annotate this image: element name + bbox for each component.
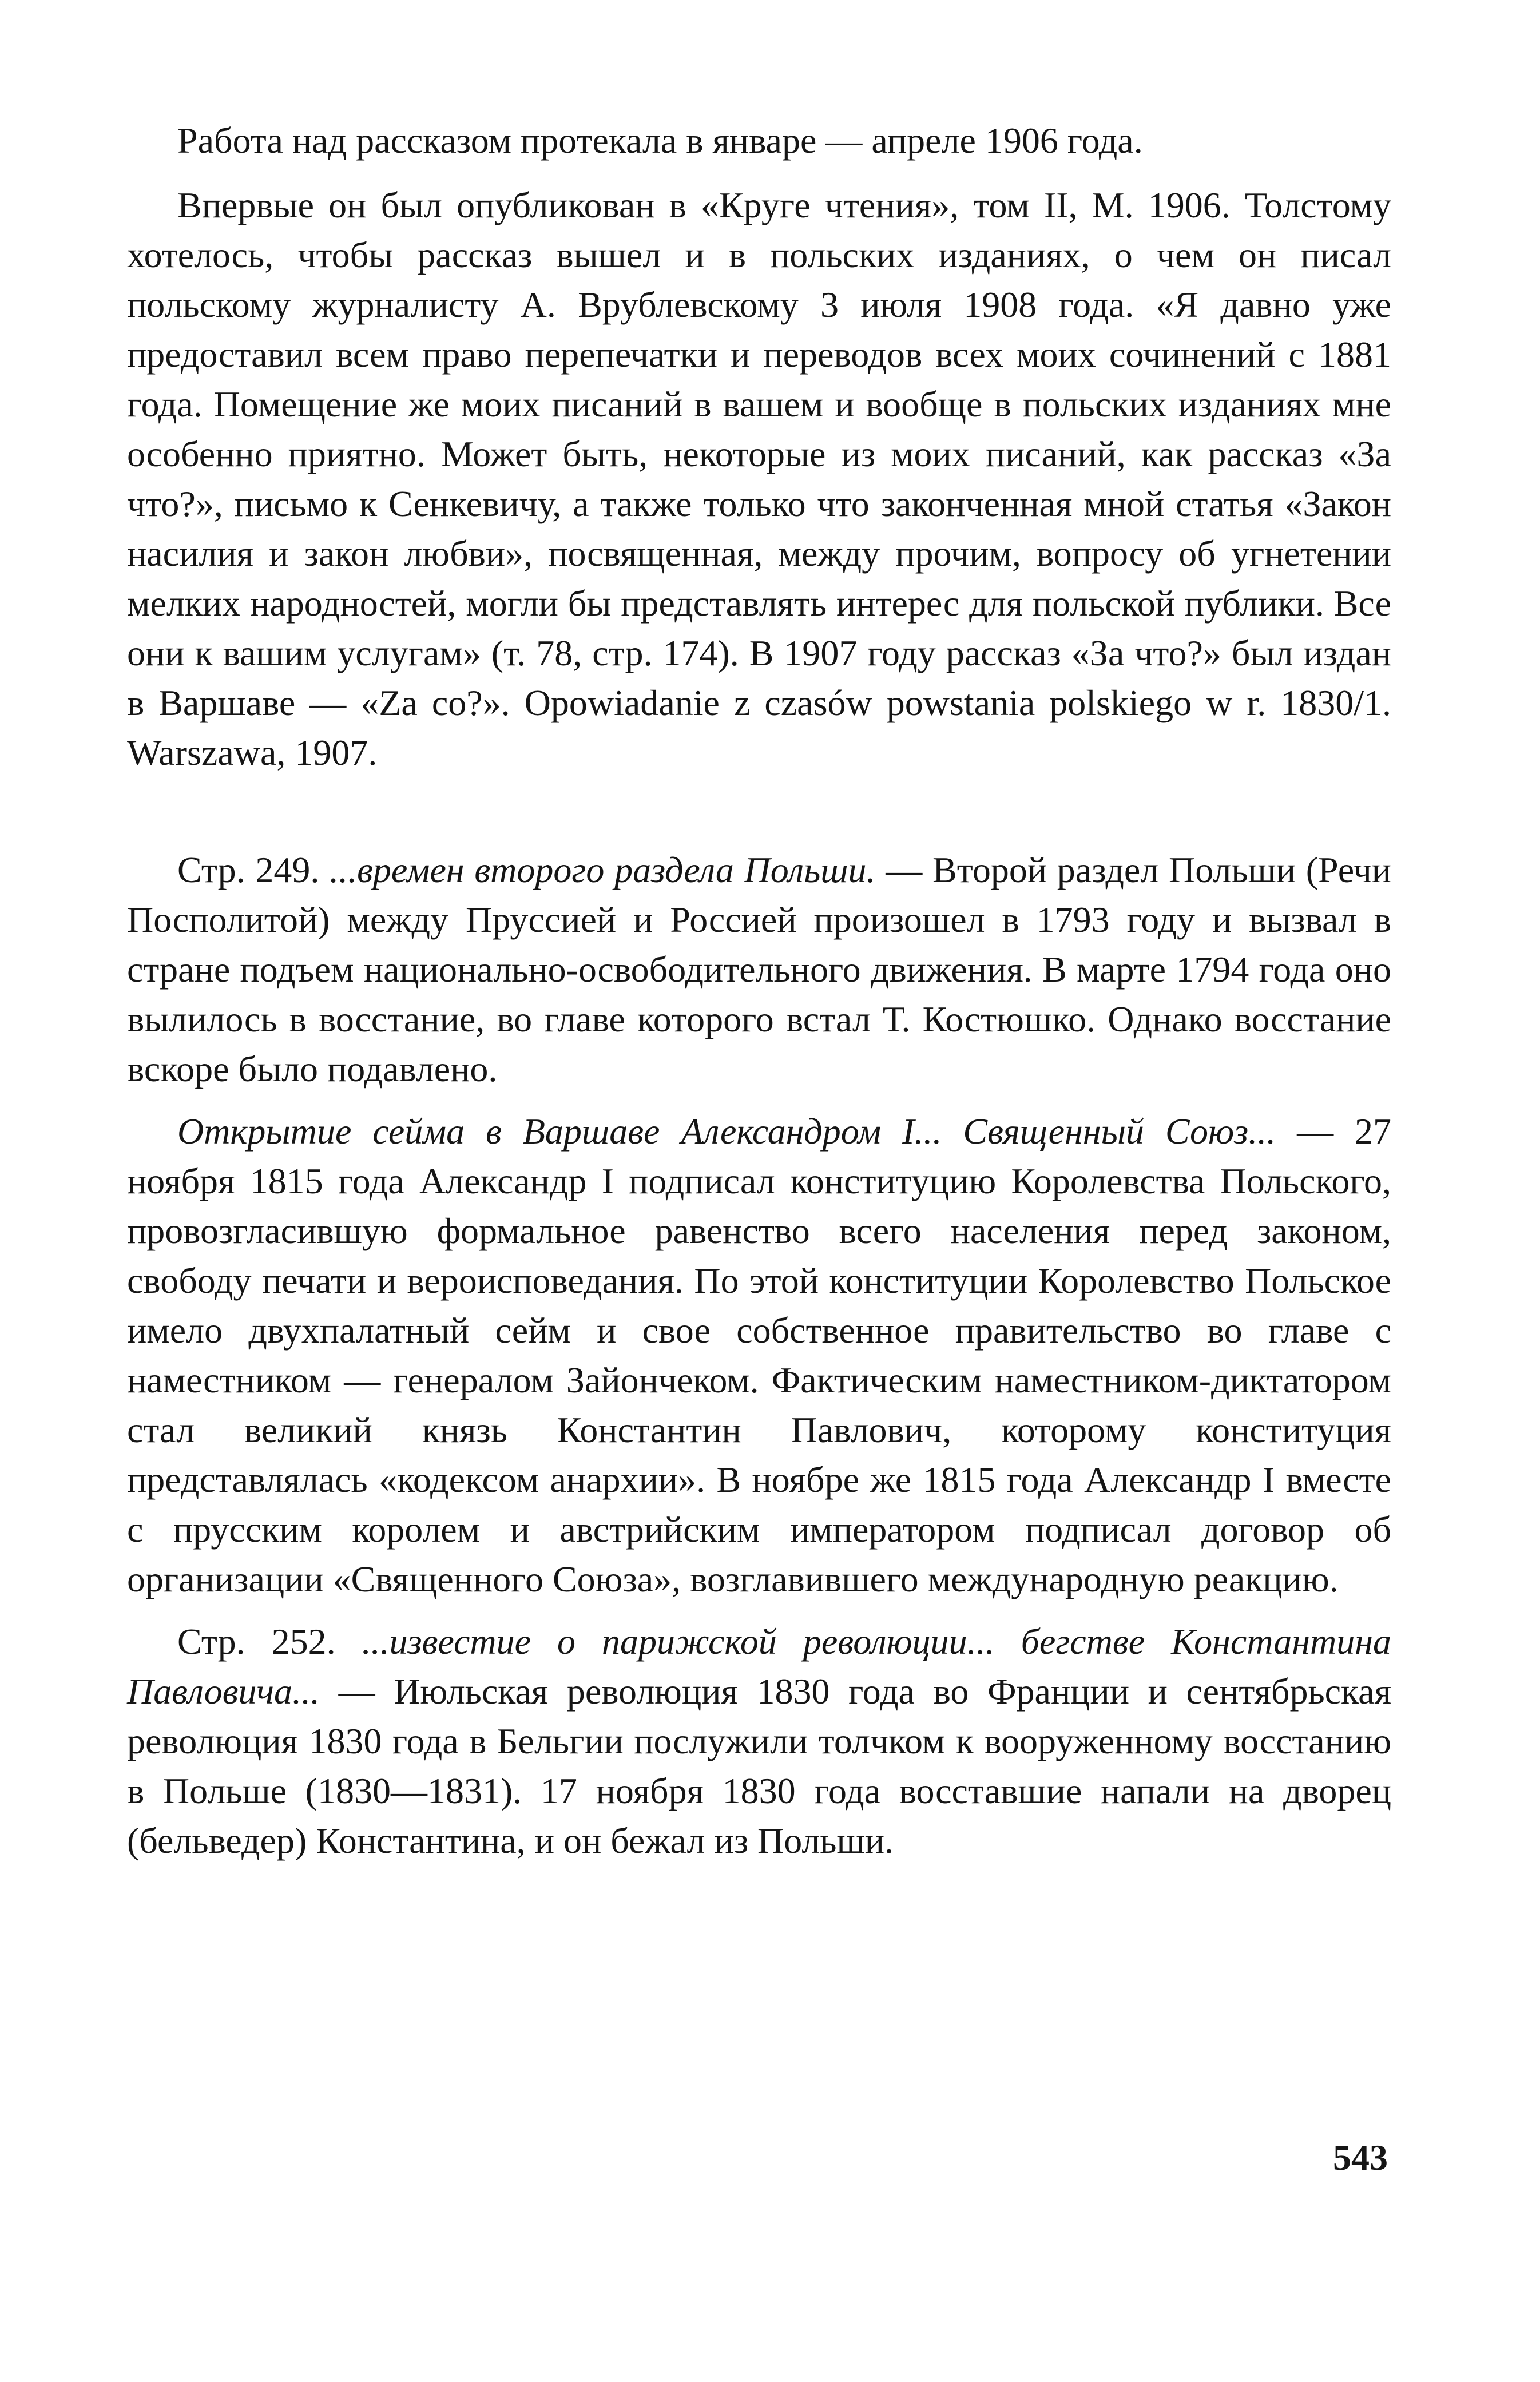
note-quote: ...известие о парижской революции... бегстве Константина Павловича... xyxy=(127,1621,1392,1712)
page-number: 543 xyxy=(1333,2137,1388,2178)
note-page-249 xyxy=(127,845,1391,1094)
note-reference: Стр. 249. xyxy=(177,849,320,890)
paragraph-work-period: Работа над рассказом протекала в январе — апреле 1906 года. xyxy=(177,120,1143,161)
note-quote: ...времен второго раздела Польши. xyxy=(330,849,876,890)
note-sejm-opening xyxy=(127,1106,1391,1604)
note-quote: Открытие сейма в Варшаве Александром I... Священный Союз... xyxy=(177,1111,1276,1152)
note-reference: Стр. 252. xyxy=(177,1621,336,1662)
note-text: — Июльская революция 1830 года во Франции и сентябрьская революция 1830 года в Бельгии послужили толчком к вооруженному восстанию в Польше (1830—1831). 17 ноября 1830 года восставшие напали на дворец (бельведер) Константина, и он бежал из Польши. xyxy=(127,1671,1392,1861)
note-page-252 xyxy=(127,1617,1391,1865)
note-text: — Второй раздел Польши (Речи Посполитой) между Пруссией и Россией произошел в 1793 году и вызвал в стране подъем национально-освободительного движения. В марте 1794 года оно вылилось в восстание, во главе которого встал Т. Костюшко. Однако восстание вскоре было подавлено. xyxy=(127,849,1392,1089)
paragraph-first-publication: Впервые он был опубликован в «Круге чтения», том II, М. 1906. Толстому хотелось, чтобы рассказ вышел и в польских изданиях, о чем он писал польскому журналисту А. Врублевскому 3 июля 1908 года. «Я давно уже предоставил всем право перепечатки и переводов всех моих сочинений с 1881 года. Помещение же моих писаний в вашем и вообще в польских изданиях мне особенно приятно. Может быть, некоторые из моих писаний, как рассказ «За что?», письмо к Сенкевичу, а также только что законченная мной статья «Закон насилия и закон любви», посвященная, между прочим, вопросу об угнетении мелких народностей, могли бы представлять интерес для польской публики. Все они к вашим услугам» (т. 78, стр. 174). В 1907 году рассказ «За что?» был издан в Варшаве — «Za co?». Opowiadanie z czasów powstania polskiego w r. 1830/1. Warszawa, 1907. xyxy=(127,185,1391,773)
page-body xyxy=(127,116,1391,1865)
note-text: — 27 ноября 1815 года Александр I подписал конституцию Королевства Польского, провозгласившую формальное равенство всего населения перед законом, свободу печати и вероисповедания. По этой конституции Королевство Польское имело двухпалатный сейм и свое собственное правительство во главе с наместником — генералом Зайончеком. Фактическим наместником-диктатором стал великий князь Константин Павлович, которому конституция представлялась «кодексом анархии». В ноябре же 1815 года Александр I вместе с прусским королем и австрийским императором подписал договор об организации «Священного Союза», возглавившего международную реакцию. xyxy=(127,1111,1392,1599)
